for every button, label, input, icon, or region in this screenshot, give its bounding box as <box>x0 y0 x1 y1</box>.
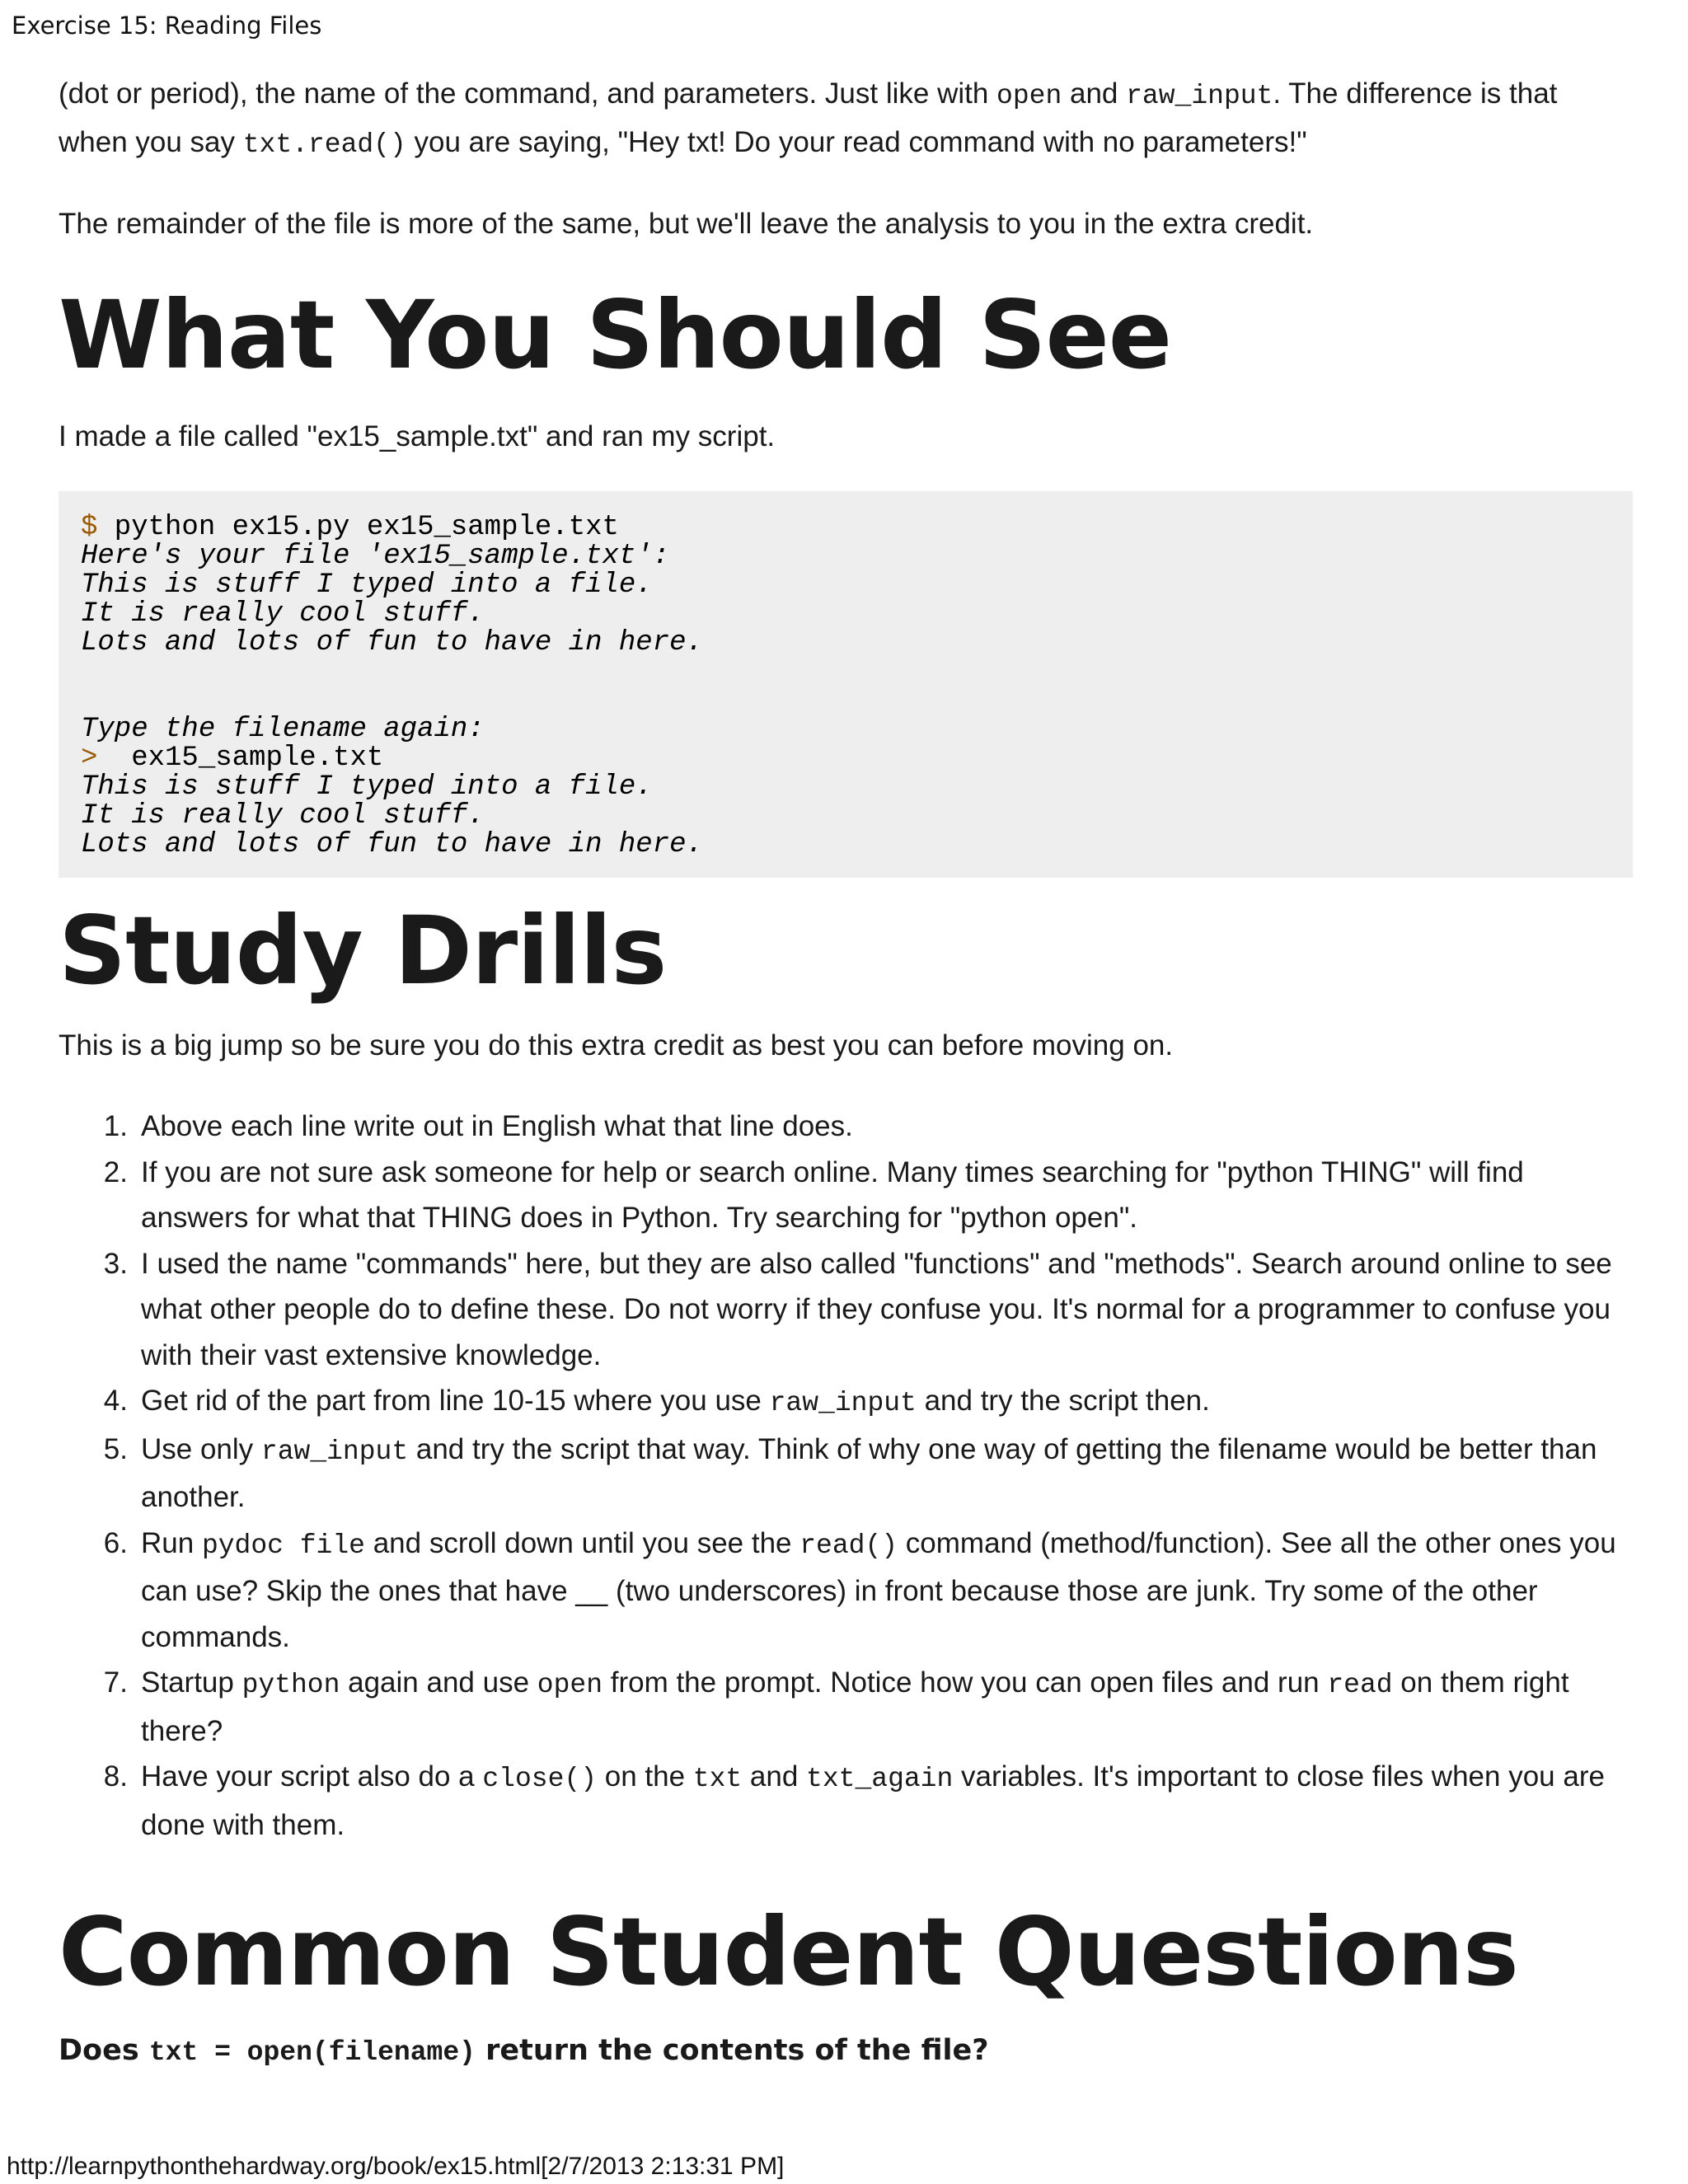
question-1: Does txt = open(filename) return the contents of the file? <box>59 2034 989 2068</box>
drill-item <box>59 1378 1633 1427</box>
study-drills-list <box>59 1104 1633 1848</box>
inline-code: raw_input <box>1126 81 1273 111</box>
drill-text: Startup <box>141 1666 242 1699</box>
drill-text: Use only <box>141 1432 261 1465</box>
drill-item <box>59 1241 1633 1379</box>
drills-intro: This is a big jump so be sure you do this extra credit as best you can before moving on. <box>59 1029 1174 1062</box>
drill-number: 2. <box>103 1155 128 1188</box>
inline-code: close() <box>482 1764 597 1794</box>
drill-number: 8. <box>103 1760 128 1793</box>
inline-code: pydoc file <box>201 1530 365 1561</box>
page-footer-url: http://learnpythonthehardway.org/book/ex15.html[2/7/2013 2:13:31 PM] <box>7 2153 785 2180</box>
inline-code: read() <box>799 1530 898 1561</box>
drill-text: on them right there? <box>141 1666 1569 1747</box>
drill-item <box>59 1521 1633 1661</box>
heading-study-drills: Study Drills <box>59 896 667 1005</box>
drill-text: variables. It's important to close files when you are done with them. <box>141 1760 1605 1841</box>
drill-item <box>59 1150 1633 1241</box>
drill-text: Above each line write out in English what that line does. <box>141 1110 853 1142</box>
see-paragraph: I made a file called "ex15_sample.txt" and ran my script. <box>59 420 776 452</box>
inline-code: open <box>996 81 1062 111</box>
drill-text: I used the name "commands" here, but they are also called "functions" and "methods". Search around online to see what other people do to define these. Do not worry if they confuse you. It's normal for a programmer to confuse you with their vast extensive knowledge. <box>141 1247 1612 1371</box>
drill-number: 7. <box>103 1666 128 1699</box>
drill-item <box>59 1427 1633 1521</box>
heading-common-student-questions: Common Student Questions <box>59 1897 1518 2007</box>
drill-text: and try the script then. <box>916 1385 1210 1417</box>
inline-code: txt_again <box>806 1764 954 1794</box>
drill-number: 6. <box>103 1526 128 1559</box>
drill-text: Run <box>141 1526 202 1559</box>
heading-what-you-should-see: What You Should See <box>59 280 1172 390</box>
drill-text: Have your script also do a <box>141 1760 483 1793</box>
output-line: It is really cool stuff. <box>81 598 485 630</box>
drill-text: and scroll down until you see the <box>364 1526 800 1559</box>
output-line: It is really cool stuff. <box>81 800 485 832</box>
drill-text: on the <box>597 1760 693 1793</box>
user-input: ex15_sample.txt <box>97 743 384 774</box>
input-prompt: > <box>81 743 98 774</box>
inline-code: open <box>537 1670 603 1700</box>
shell-prompt: $ <box>81 512 98 543</box>
shell-command: python ex15.py ex15_sample.txt <box>97 512 619 543</box>
output-line: Lots and lots of fun to have in here. <box>81 627 703 658</box>
drill-item <box>59 1660 1633 1754</box>
drill-item <box>59 1104 1633 1150</box>
drill-number: 1. <box>103 1110 128 1142</box>
intro-paragraph-2: The remainder of the file is more of the same, but we'll leave the analysis to you in the extra credit. <box>59 208 1314 240</box>
inline-code: txt <box>692 1764 743 1794</box>
inline-code: raw_input <box>769 1388 917 1418</box>
output-line: Here's your file 'ex15_sample.txt': <box>81 541 670 572</box>
inline-code: python <box>241 1670 340 1700</box>
drill-text: command (method/function). See all the other ones you can use? Skip the ones that have __ (two underscores) in front because those are junk. Try some of the other commands. <box>141 1526 1616 1653</box>
inline-code: read <box>1327 1670 1393 1700</box>
output-line: This is stuff I typed into a file. <box>81 771 653 803</box>
inline-code: raw_input <box>260 1436 409 1467</box>
inline-code: txt = open(filename) <box>148 2037 476 2068</box>
terminal-output-block <box>59 491 1633 878</box>
drill-item <box>59 1754 1633 1848</box>
drill-number: 3. <box>103 1247 128 1280</box>
drill-text: again and use <box>340 1666 537 1699</box>
intro-paragraph-1: (dot or period), the name of the command, and parameters. Just like with open and raw_input. The difference is that when you say txt.read() you are saying, "Hey txt! Do your read command with no parameters!" <box>59 77 1558 160</box>
output-line: Lots and lots of fun to have in here. <box>81 829 703 860</box>
drill-number: 5. <box>103 1432 128 1465</box>
drill-text: If you are not sure ask someone for help or search online. Many times searching for "python THING" will find answers for what that THING does in Python. Try searching for "python open". <box>141 1155 1524 1234</box>
drill-text: and try the script that way. Think of why one way of getting the filename would be better than another. <box>141 1432 1597 1513</box>
output-line: This is stuff I typed into a file. <box>81 569 653 601</box>
drill-text: and <box>742 1760 807 1793</box>
drill-text: from the prompt. Notice how you can open files and run <box>603 1666 1328 1699</box>
page-header-title: Exercise 15: Reading Files <box>12 12 322 40</box>
drill-text: Get rid of the part from line 10-15 where you use <box>141 1385 770 1417</box>
output-line: Type the filename again: <box>81 714 485 745</box>
inline-code: txt.read() <box>242 129 406 160</box>
drill-number: 4. <box>103 1385 128 1417</box>
article-content <box>59 71 1633 2068</box>
